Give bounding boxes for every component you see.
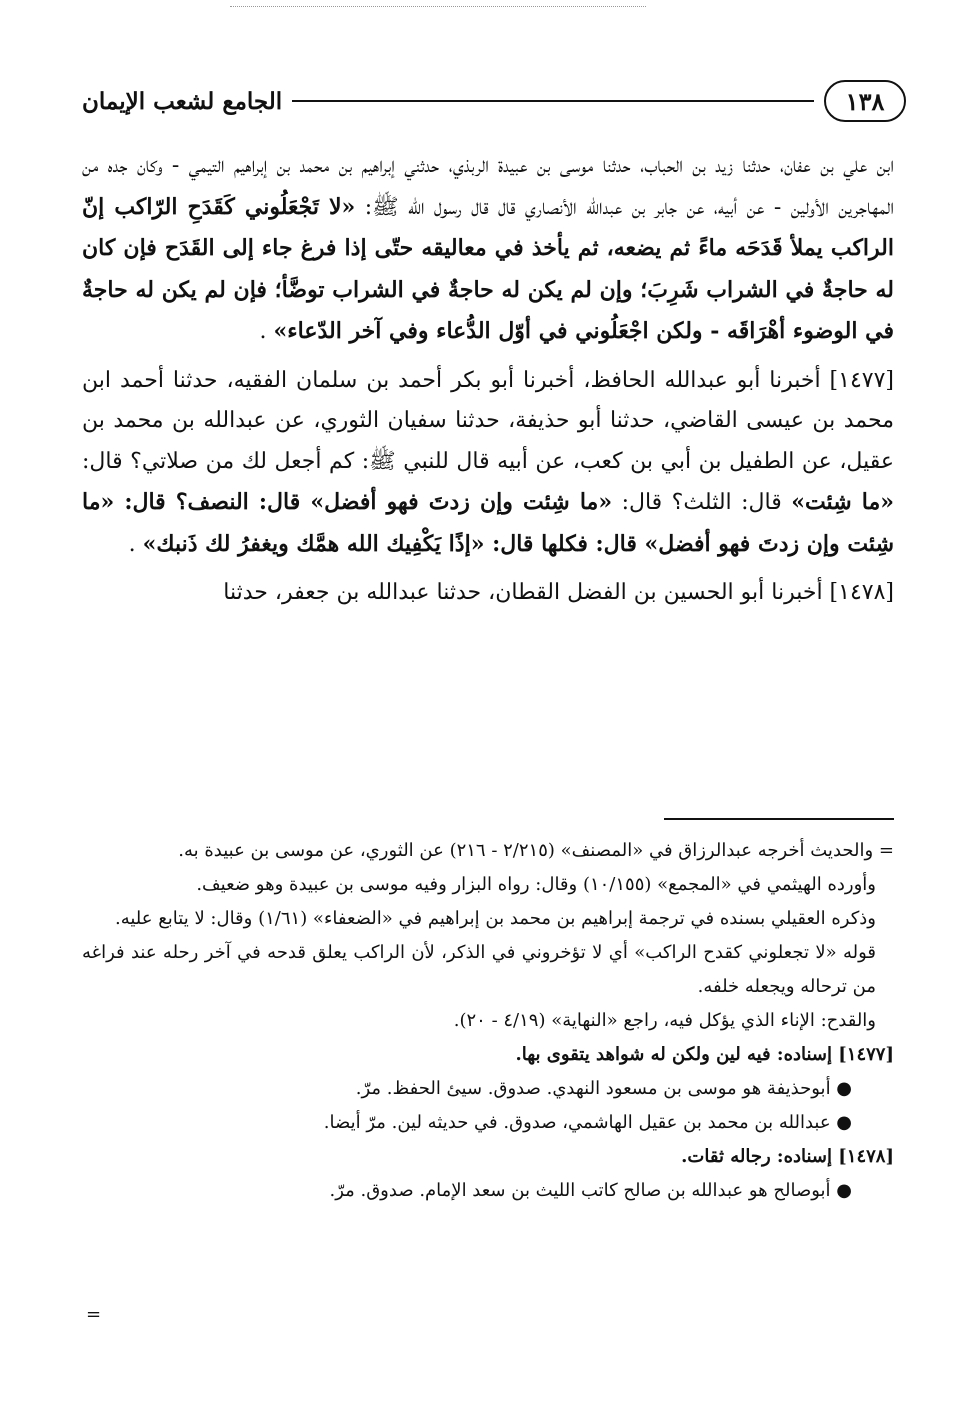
hadith-text: «ما شِئت» <box>791 489 894 515</box>
continuation-mark: = <box>86 1304 102 1325</box>
narration-text: قال: الثلث؟ قال: <box>621 490 782 515</box>
main-text <box>82 146 894 622</box>
footnotes <box>82 834 894 1208</box>
book-title: الجامع لشعب الإيمان <box>82 87 283 115</box>
paragraph-1478 <box>82 573 894 614</box>
period: . <box>128 531 136 557</box>
period: . <box>259 319 267 344</box>
isnad-text: ابن علي بن عفان، حدثنا زيد بن الحباب، حدثنا موسى بن عبيدة الربذي، حدثني إبراهيم بن محمد بن إبراهيم التيمي - وكان جده من المهاجرين الأولين - عن أبيه، عن جابر بن عبدالله الأنصاري قال قال رسول الله ﷺ: <box>82 153 894 220</box>
footnote-bullet: ● أبوصالح هو عبدالله بن صالح كاتب الليث بن سعد الإمام. صدوق. مرّ. <box>329 1180 852 1201</box>
footnote-heading-1477: [١٤٧٧] إسناده: فيه لين ولكن له شواهد يتقوى بها. <box>515 1044 894 1065</box>
footnote-line: = والحديث أخرجه عبدالرزاق في «المصنف» (٢/٢١٥ - ٢١٦) عن الثوري، عن موسى بن عبيدة به. <box>178 840 894 861</box>
hadith-text: «لا تَجْعَلُوني كَقَدَحِ الرّاكب إنّ الراكب يملأ قَدَحَه ماءً ثم يضعه، ثم يأخذ في معاليقه حتّى إذا فرغ جاء إلى القَدَح فإن كان له حاجةٌ في الشراب شَرِبَ؛ وإن لم يكن له حاجةٌ في الشراب توضَّأ؛ فإن لم يكن له حاجةٌ في الوضوء أهْرَاقَه - ولكن اجْعَلُوني في أوّل الدُّعاء وفي آخر الدّعاء» <box>82 193 894 344</box>
footnote-line: والقدح: الإناء الذي يؤكل فيه، راجع «النهاية» (٤/١٩ - ٢٠). <box>453 1010 876 1031</box>
footnote-bullet: ● عبدالله بن محمد بن عقيل الهاشمي، صدوق. في حديثه لين. مرّ أيضا. <box>323 1112 852 1133</box>
isnad-text: [١٤٧٧] أخبرنا أبو عبدالله الحافظ، أخبرنا أبو بكر أحمد بن سلمان الفقيه، حدثنا أحمد ابن محمد بن عيسى القاضي، حدثنا أبو حذيفة، حدثنا سفيان الثوري، عن عبدالله بن محمد بن عقيل، عن الطفيل بن أبي بن كعب، عن أبيه قال للنبي ﷺ: كم أجعل لك من صلاتي؟ قال: <box>82 367 894 474</box>
footnote-line: وذكره العقيلي بسنده في ترجمة إبراهيم بن محمد بن إبراهيم في «الضعفاء» (١/٦١) وقال: لا يتابع عليه. <box>114 908 876 929</box>
footnote-line: قوله «لا تجعلوني كقدح الراكب» أي لا تؤخروني في الذكر، لأن الراكب يعلق قدحه في آخر رحله عند فراغه من ترحاله ويجعله خلفه. <box>82 942 876 997</box>
footnote-line: وأورده الهيثمي في «المجمع» (١٠/١٥٥) وقال: رواه البزار وفيه موسى بن عبيدة وهو ضعيف. <box>196 874 876 895</box>
page-header <box>82 78 906 124</box>
header-rule <box>292 100 814 102</box>
footnote-heading-1478: [١٤٧٨] إسناده: رجاله ثقات. <box>681 1146 894 1167</box>
footnote-bullet: ● أبوحذيفة هو موسى بن مسعود النهدي. صدوق. سيئ الحفظ. مرّ. <box>355 1078 852 1099</box>
paragraph-1477 <box>82 361 894 566</box>
top-border <box>230 6 646 7</box>
isnad-text: [١٤٧٨] أخبرنا أبو الحسين بن الفضل القطان، حدثنا عبدالله بن جعفر، حدثنا <box>223 580 894 605</box>
hadith-text: «ما شِئت وإن زدتَ فهو أفضل» قال: النصف؟ قال: «ما شِئت وإن زدتَ فهو أفضل» قال: فكلها قال: «إذًا يَكْفِيك الله همَّك ويغفرُ لك ذَنبك» <box>82 489 894 557</box>
footnote-rule <box>664 818 894 820</box>
paragraph-continuation <box>82 146 894 353</box>
page-number: ١٣٨ <box>824 80 906 122</box>
